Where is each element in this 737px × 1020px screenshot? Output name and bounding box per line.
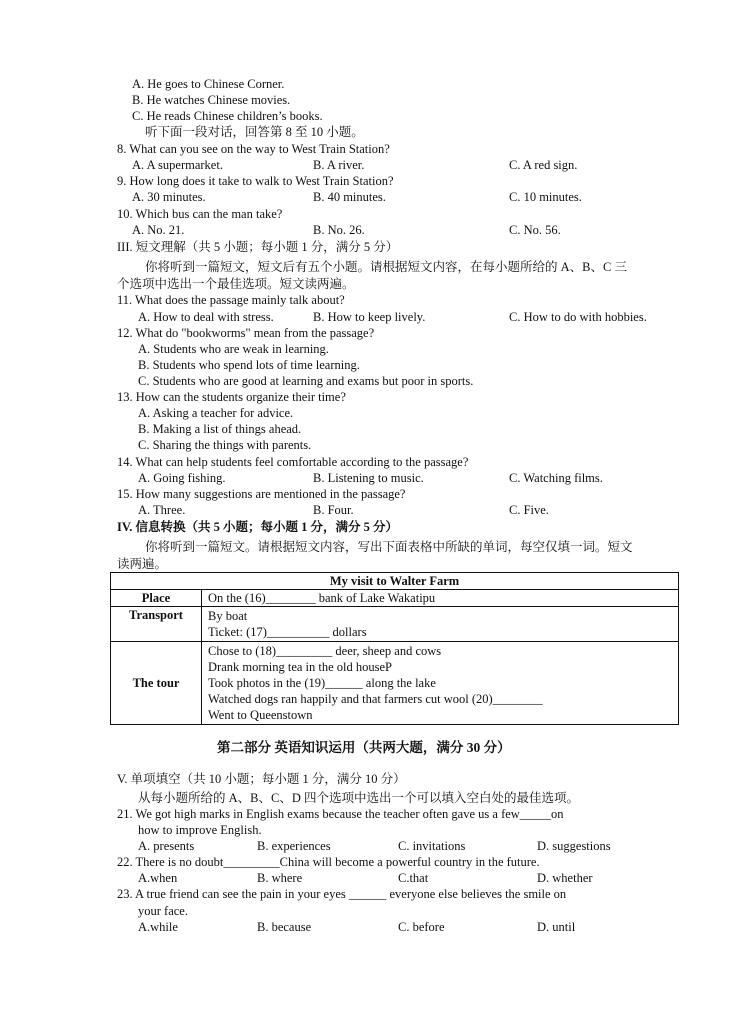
transport-line: By boat xyxy=(208,609,248,623)
q15-option-c: C. Five. xyxy=(509,503,549,517)
section-3-instruction-1: 你将听到一篇短文，短文后有五个小题。请根据短文内容，在每小题所给的 A、B、C 三 xyxy=(145,260,627,274)
section-4-title: IV. 信息转换（共 5 小题；每小题 1 分，满分 5 分） xyxy=(117,520,399,534)
part-2-title: 第二部分 英语知识运用（共两大题，满分 30 分） xyxy=(217,740,511,755)
tour-line: Took photos in the (19)______ along the lake xyxy=(208,676,436,690)
q11-option-a: A. How to deal with stress. xyxy=(138,310,274,324)
tour-value xyxy=(202,642,679,725)
section-3-title: III. 短文理解（共 5 小题；每小题 1 分，满分 5 分） xyxy=(117,240,399,254)
q22-option-d: D. whether xyxy=(537,871,593,885)
q22-option-b: B. where xyxy=(257,871,303,885)
table-title: My visit to Walter Farm xyxy=(111,573,679,590)
question-21-cont: how to improve English. xyxy=(138,823,262,837)
q13-option-c: C. Sharing the things with parents. xyxy=(138,438,312,452)
q9-option-a: A. 30 minutes. xyxy=(132,190,206,204)
q23-option-a: A.while xyxy=(138,920,178,934)
section-4-instruction-1: 你将听到一篇短文。请根据短文内容，写出下面表格中所缺的单词，每空仅填一词。短文 xyxy=(145,540,633,554)
instruction-8-10: 听下面一段对话，回答第 8 至 10 小题。 xyxy=(145,125,364,139)
q22-option-a: A.when xyxy=(138,871,178,885)
q12-option-b: B. Students who spend lots of time learning. xyxy=(138,358,360,372)
q13-option-b: B. Making a list of things ahead. xyxy=(138,422,302,436)
tour-label: The tour xyxy=(111,642,202,725)
question-13: 13. How can the students organize their time? xyxy=(117,390,346,404)
q9-option-b: B. 40 minutes. xyxy=(313,190,386,204)
q12-option-a: A. Students who are weak in learning. xyxy=(138,342,329,356)
question-12: 12. What do "bookworms" mean from the passage? xyxy=(117,326,375,340)
q8-option-b: B. A river. xyxy=(313,158,365,172)
q12-option-c: C. Students who are good at learning and exams but poor in sports. xyxy=(138,374,474,388)
place-value: On the (16)________ bank of Lake Wakatipu xyxy=(202,590,679,607)
q10-option-b: B. No. 26. xyxy=(313,223,365,237)
transport-label: Transport xyxy=(111,607,202,642)
question-22: 22. There is no doubt_________China will become a powerful country in the future. xyxy=(117,855,540,869)
question-11: 11. What does the passage mainly talk about? xyxy=(117,293,345,307)
tour-line: Went to Queenstown xyxy=(208,708,313,722)
section-5-instruction: 从每小题所给的 A、B、C、D 四个选项中选出一个可以填入空白处的最佳选项。 xyxy=(138,791,579,805)
q21-option-b: B. experiences xyxy=(257,839,331,853)
q10-option-a: A. No. 21. xyxy=(132,223,185,237)
section-3-instruction-2: 个选项中选出一个最佳选项。短文读两遍。 xyxy=(117,277,355,291)
tour-line: Chose to (18)_________ deer, sheep and cows xyxy=(208,644,442,658)
place-label: Place xyxy=(111,590,202,607)
tour-line: Drank morning tea in the old houseP xyxy=(208,660,392,674)
question-10: 10. Which bus can the man take? xyxy=(117,207,283,221)
q14-option-b: B. Listening to music. xyxy=(313,471,424,485)
q10-option-c: C. No. 56. xyxy=(509,223,561,237)
question-14: 14. What can help students feel comfortable according to the passage? xyxy=(117,455,469,469)
question-23-cont: your face. xyxy=(138,904,188,918)
q23-option-b: B. because xyxy=(257,920,312,934)
question-23: 23. A true friend can see the pain in your eyes ______ everyone else believes the smile on xyxy=(117,887,567,901)
q22-option-c: C.that xyxy=(398,871,429,885)
q14-option-c: C. Watching films. xyxy=(509,471,603,485)
tour-line: Watched dogs ran happily and that farmers cut wool (20)________ xyxy=(208,692,543,706)
section-5-title: V. 单项填空（共 10 小题；每小题 1 分，满分 10 分） xyxy=(117,772,406,786)
question-9: 9. How long does it take to walk to West Train Station? xyxy=(117,174,394,188)
q23-option-c: C. before xyxy=(398,920,445,934)
q8-option-c: C. A red sign. xyxy=(509,158,578,172)
option-b: B. He watches Chinese movies. xyxy=(132,93,291,107)
question-15: 15. How many suggestions are mentioned in the passage? xyxy=(117,487,406,501)
option-a: A. He goes to Chinese Corner. xyxy=(132,77,285,91)
q21-option-a: A. presents xyxy=(138,839,195,853)
q21-option-c: C. invitations xyxy=(398,839,466,853)
q23-option-d: D. until xyxy=(537,920,576,934)
q8-option-a: A. A supermarket. xyxy=(132,158,223,172)
q13-option-a: A. Asking a teacher for advice. xyxy=(138,406,294,420)
question-21: 21. We got high marks in English exams because the teacher often gave us a few_____on xyxy=(117,807,564,821)
q14-option-a: A. Going fishing. xyxy=(138,471,226,485)
transport-value xyxy=(202,607,679,642)
q11-option-c: C. How to do with hobbies. xyxy=(509,310,647,324)
q11-option-b: B. How to keep lively. xyxy=(313,310,426,324)
q9-option-c: C. 10 minutes. xyxy=(509,190,582,204)
q15-option-b: B. Four. xyxy=(313,503,354,517)
q21-option-d: D. suggestions xyxy=(537,839,611,853)
info-table xyxy=(110,572,679,725)
q15-option-a: A. Three. xyxy=(138,503,186,517)
option-c: C. He reads Chinese children’s books. xyxy=(132,109,323,123)
transport-line: Ticket: (17)__________ dollars xyxy=(208,625,367,639)
section-4-instruction-2: 读两遍。 xyxy=(117,557,168,571)
question-8: 8. What can you see on the way to West Train Station? xyxy=(117,142,390,156)
